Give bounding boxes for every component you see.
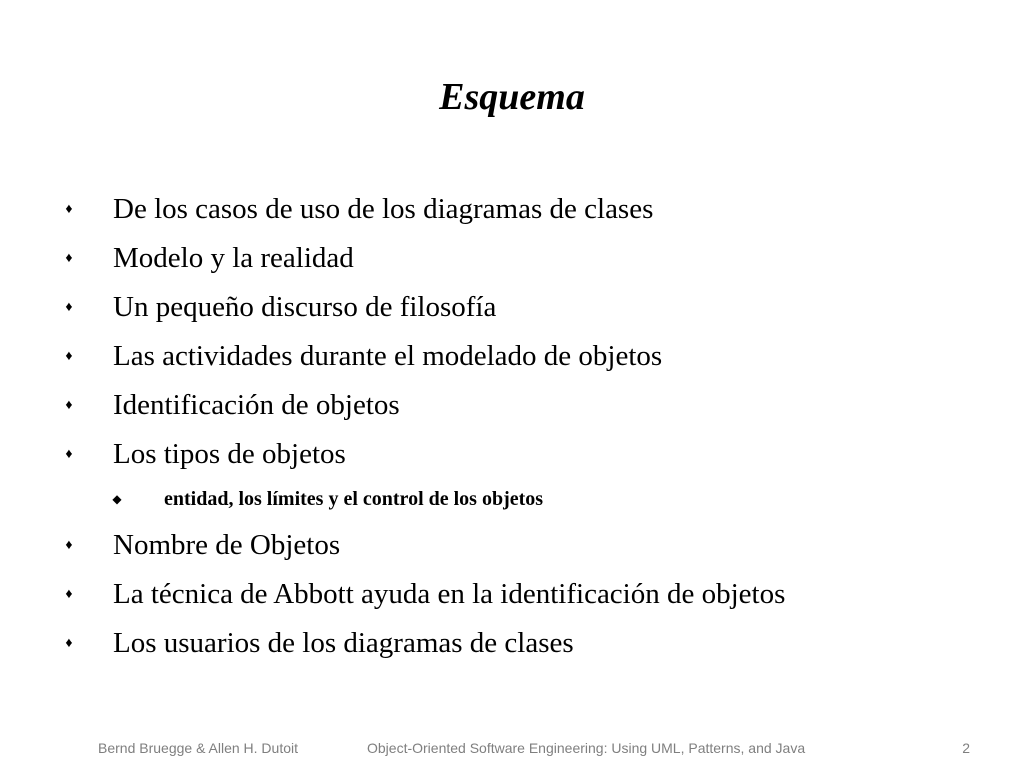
bullet-item xyxy=(0,283,1024,332)
bullet-text: Las actividades durante el modelado de objetos xyxy=(113,340,663,372)
slide-title: Esquema xyxy=(439,76,585,118)
bullet-item xyxy=(0,381,1024,430)
bullet-text: De los casos de uso de los diagramas de clases xyxy=(113,193,654,225)
diamond-bullet-icon: ♦ xyxy=(65,202,73,217)
footer-authors: Bernd Bruegge & Allen H. Dutoit xyxy=(98,740,299,756)
bullet-item xyxy=(0,332,1024,381)
page-number: 2 xyxy=(962,740,970,756)
diamond-sub-bullet-icon: ◆ xyxy=(112,492,122,506)
bullet-item xyxy=(0,234,1024,283)
diamond-bullet-icon: ♦ xyxy=(65,447,73,462)
bullet-text: La técnica de Abbott ayuda en la identificación de objetos xyxy=(113,578,786,610)
sub-bullet-item xyxy=(0,479,1024,521)
bullet-text: Nombre de Objetos xyxy=(113,529,341,561)
bullet-item xyxy=(0,570,1024,619)
bullet-item xyxy=(0,430,1024,479)
diamond-bullet-icon: ♦ xyxy=(65,300,73,315)
bullet-item xyxy=(0,185,1024,234)
diamond-bullet-icon: ♦ xyxy=(65,349,73,364)
sub-bullet-text: entidad, los límites y el control de los objetos xyxy=(164,488,544,510)
bullet-text: Un pequeño discurso de filosofía xyxy=(113,291,497,323)
bullet-item xyxy=(0,619,1024,668)
bullet-text: Los usuarios de los diagramas de clases xyxy=(113,627,574,659)
slide-footer xyxy=(0,736,1024,760)
bullet-text: Identificación de objetos xyxy=(113,389,400,421)
diamond-bullet-icon: ♦ xyxy=(65,636,73,651)
footer-book-title: Object-Oriented Software Engineering: Using UML, Patterns, and Java xyxy=(367,740,806,756)
diamond-bullet-icon: ♦ xyxy=(65,587,73,602)
diamond-bullet-icon: ♦ xyxy=(65,538,73,553)
bullet-item xyxy=(0,521,1024,570)
bullet-text: Modelo y la realidad xyxy=(113,242,354,274)
bullet-list xyxy=(0,185,1024,668)
diamond-bullet-icon: ♦ xyxy=(65,398,73,413)
diamond-bullet-icon: ♦ xyxy=(65,251,73,266)
bullet-text: Los tipos de objetos xyxy=(113,438,346,470)
